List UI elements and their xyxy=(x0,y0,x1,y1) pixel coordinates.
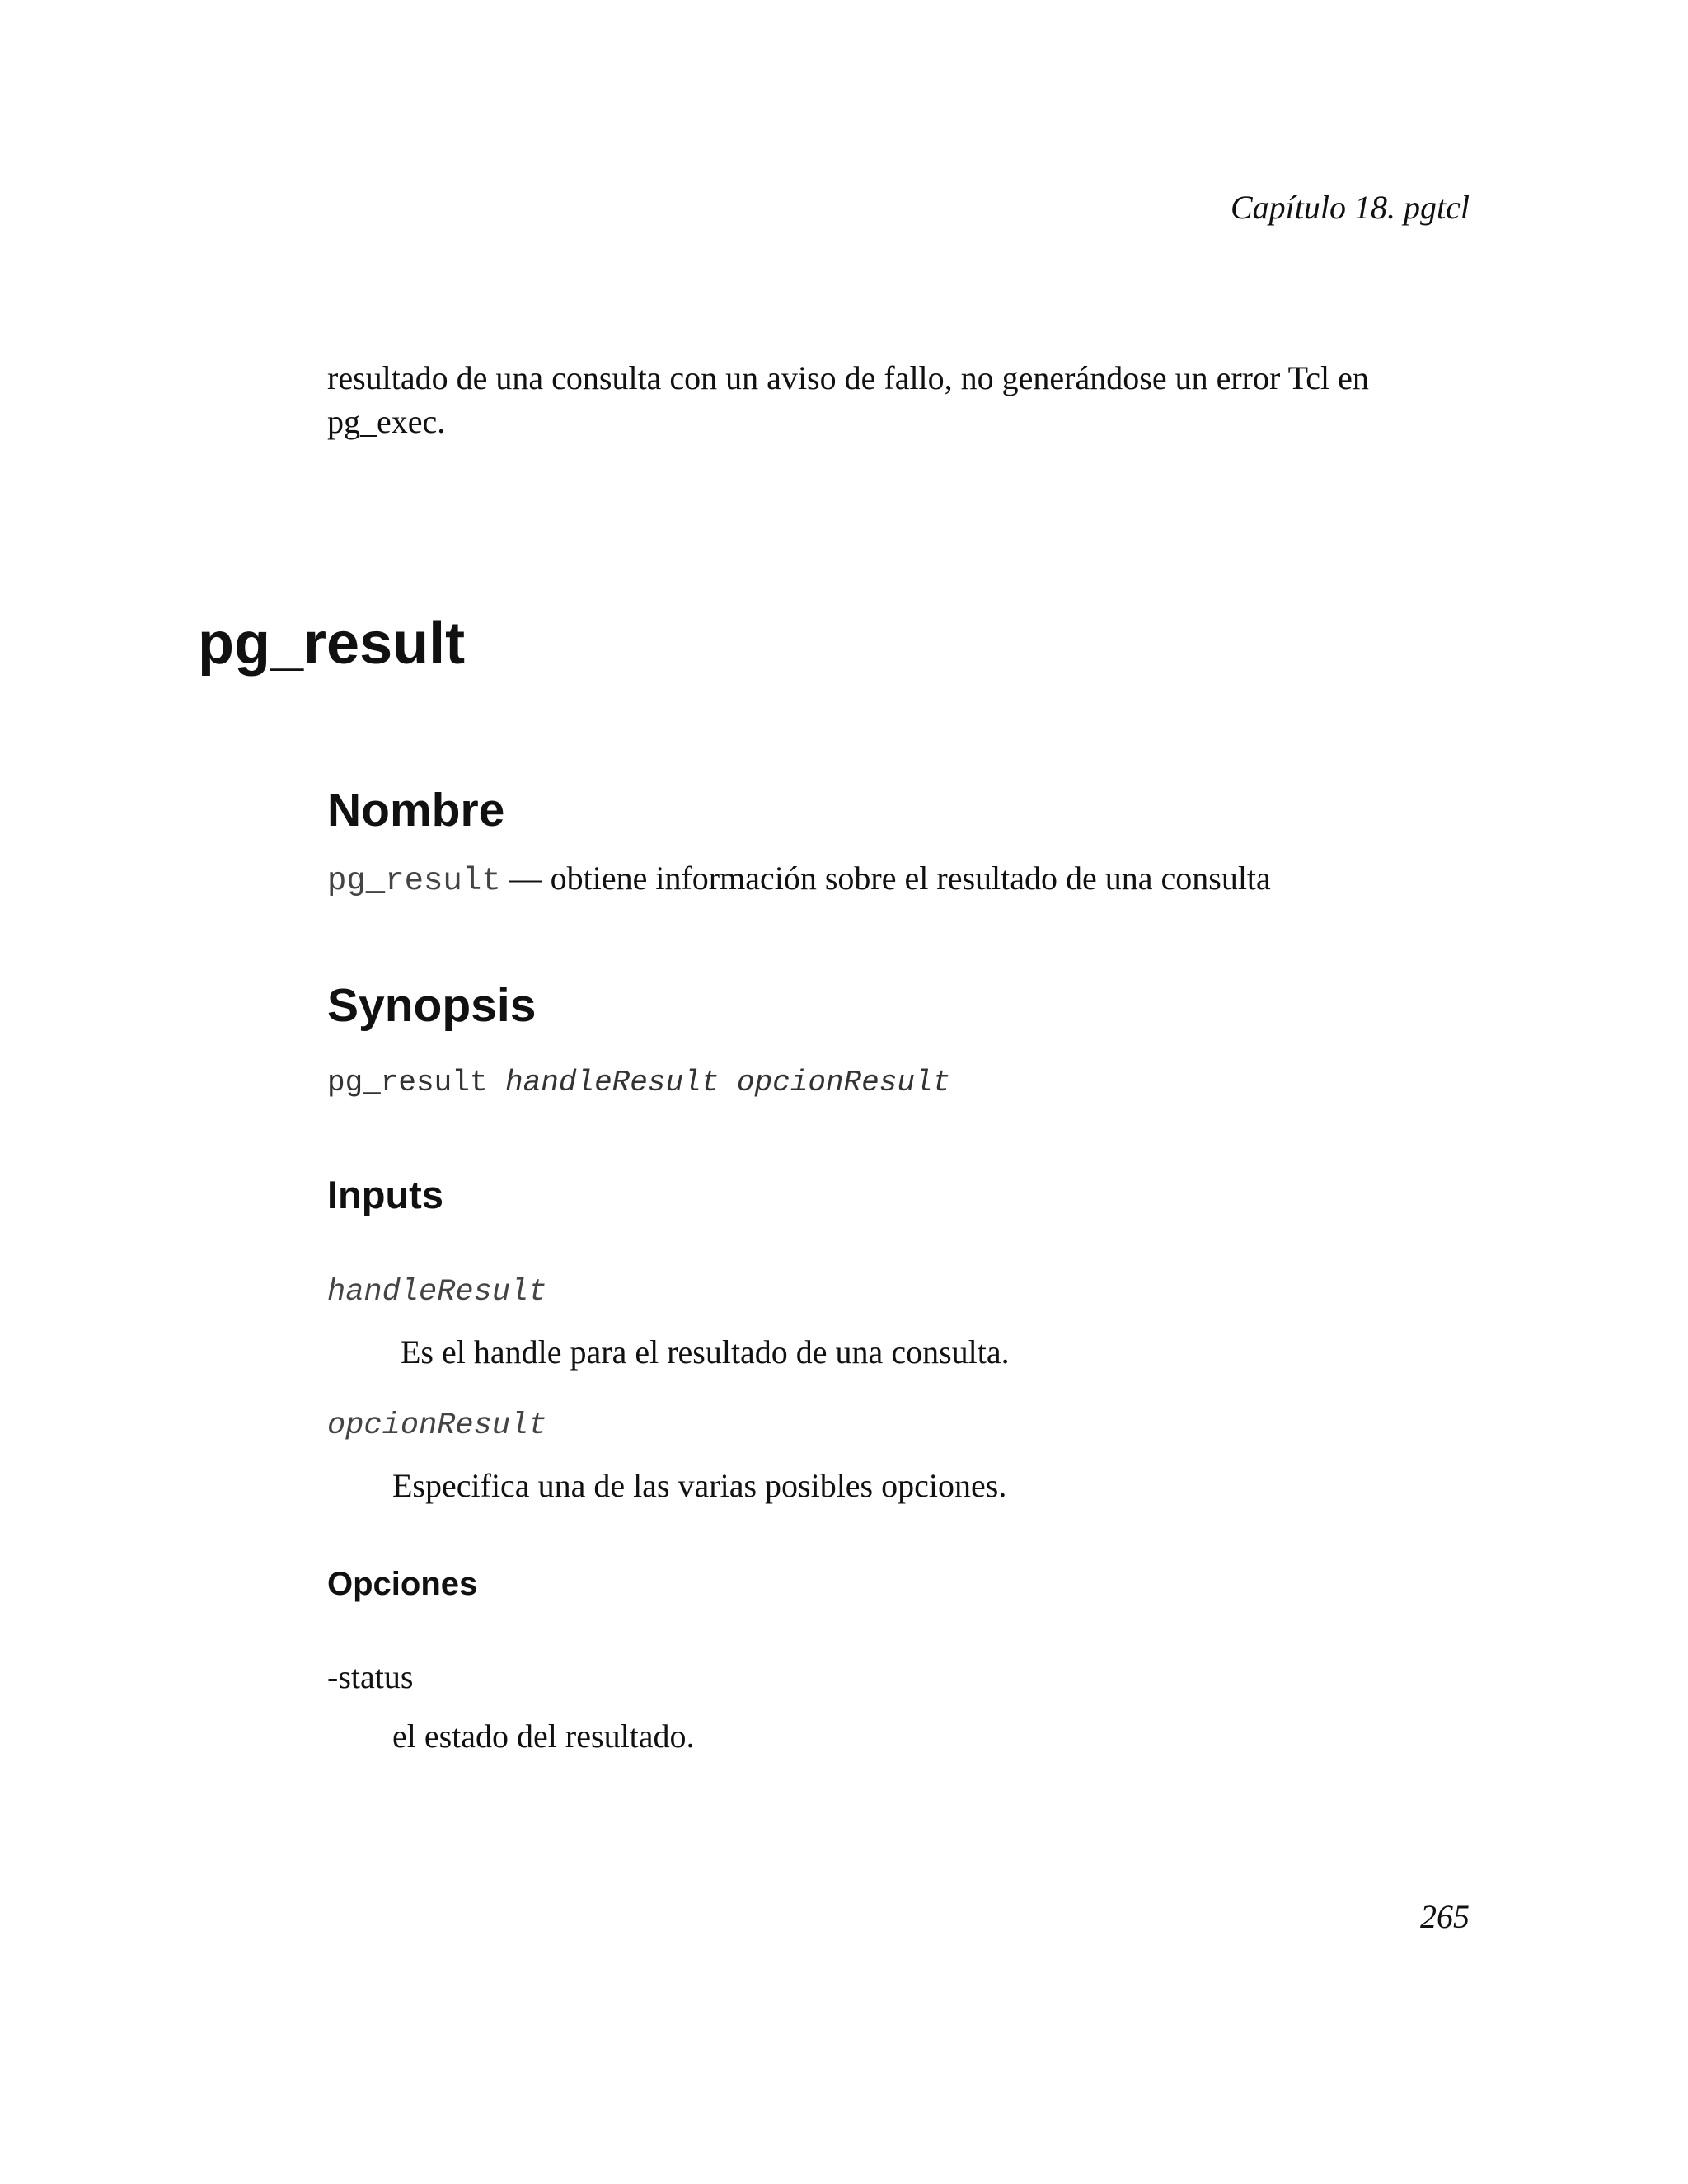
option-term: -status xyxy=(327,1658,414,1695)
nombre-heading: Nombre xyxy=(327,784,505,837)
synopsis-heading: Synopsis xyxy=(327,979,537,1032)
synopsis-line xyxy=(327,1066,950,1099)
nombre-command: pg_result xyxy=(327,863,501,899)
intro-paragraph: resultado de una consulta con un aviso de fallo, no generándose un error Tcl en pg_exec. xyxy=(327,359,1369,440)
running-header: Capítulo 18. pgtcl xyxy=(1231,189,1470,226)
page-number: 265 xyxy=(1420,1898,1470,1935)
synopsis-param: handleResult xyxy=(505,1066,720,1099)
synopsis-param: opcionResult xyxy=(736,1066,951,1099)
input-term: opcionResult xyxy=(327,1408,547,1443)
inputs-heading: Inputs xyxy=(327,1173,443,1216)
input-term: handleResult xyxy=(327,1275,547,1310)
nombre-line xyxy=(327,859,1271,899)
input-description: Es el handle para el resultado de una consulta. xyxy=(401,1333,1010,1371)
opciones-heading: Opciones xyxy=(327,1566,478,1602)
synopsis-command: pg_result xyxy=(327,1066,488,1099)
option-description: el estado del resultado. xyxy=(392,1718,695,1755)
refentry-title: pg_result xyxy=(198,611,466,677)
nombre-description: — obtiene información sobre el resultado de una consulta xyxy=(500,860,1271,897)
input-description: Especifica una de las varias posibles opciones. xyxy=(392,1467,1007,1504)
